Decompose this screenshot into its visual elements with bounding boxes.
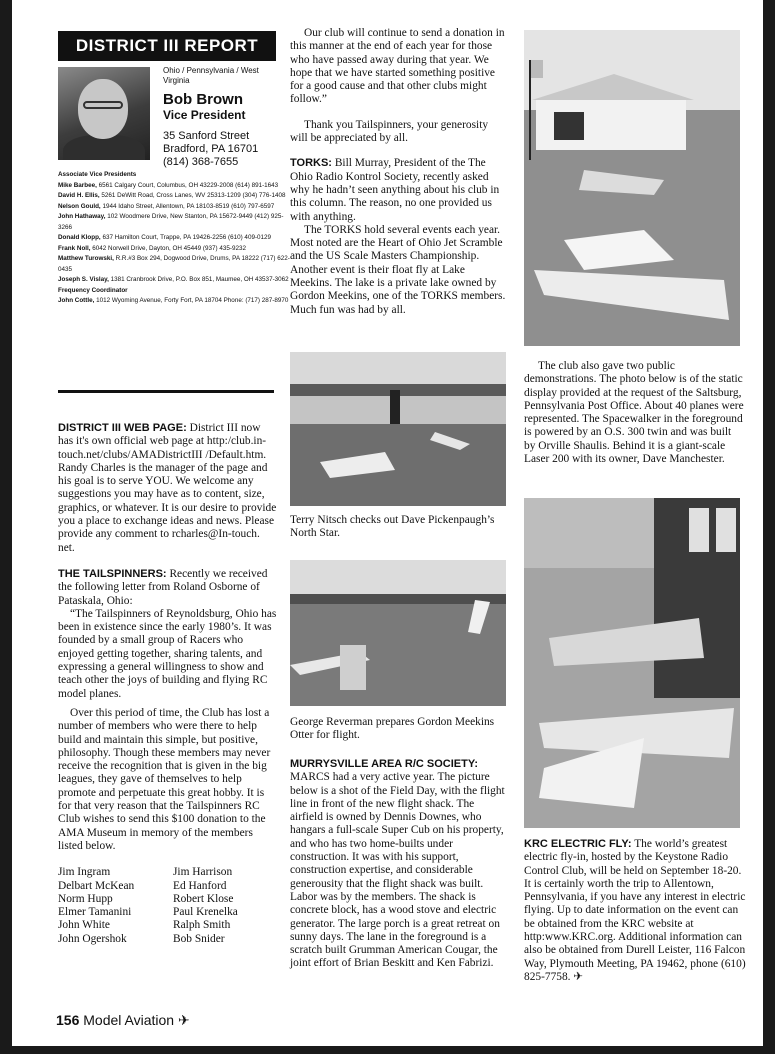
krc-paragraph: KRC ELECTRIC FLY: The world’s greatest electric fly-in, hosted by the Keystone Radio Control Club, will be held on September 18-20. It is certainly worth the trip to Allentown, Pennsylvania, if you have any interest in electric flying. Up to date information on the event can be obtained from the KRC website at http:www.KRC.org. Additional information can also be obtained from Durell Leister, 116 Falcon Way, Plymouth Meeting, PA 19462, phone (610) 825-7758. ✈ [524, 838, 746, 983]
list-item: John Ogershok [58, 932, 127, 945]
magazine-name: Model Aviation [83, 1012, 175, 1028]
list-item: Ed Hanford [173, 879, 227, 892]
photo-static-display [524, 498, 740, 828]
photo-flight-shack [524, 30, 740, 346]
list-item: Matthew Turowski, R.R.#3 Box 294, Dogwood Drive, Drums, PA 18222 (717) 622-0435 [58, 255, 290, 273]
list-item: Ralph Smith [173, 919, 231, 932]
list-item: Delbart McKean [58, 879, 135, 892]
list-item: John White [58, 919, 110, 932]
tailspinners-continued: Our club will continue to send a donation in this manner at the end of each year for those who have passed away during that year. We hope that we have started something positive for a good cause and that other clubs might follow.” [290, 27, 505, 106]
vp-address-line1: 35 Sanford Street [163, 130, 250, 142]
assoc-heading: Associate Vice Presidents [58, 171, 137, 178]
vp-title: Vice President [163, 108, 246, 122]
tailspinners-quote: “The Tailspinners of Reynoldsburg, Ohio has been in existence since the early 1980’s. It was founded by a small group of Racers who enjoyed getting together, sharing talents, and expressing a general willingness to show and teach other the joys of building and flying RC model planes. [58, 607, 277, 700]
vp-portrait-photo [58, 67, 150, 160]
marcs-paragraph: MURRYSVILLE AREA R/C SOCIETY: MARCS had a very active year. The picture below is a shot of the Field Day, with the flight line in front of the new flight shack. The airfield is owned by Dennis Downes, who hangars a full-scale Super Cub on his property, and who has two home-builts under construction. It was with his support, construction expertise, and considerable generousity that the flight shack was built. Labor was by the members. The shack is concrete block, has a wood stove and electric generator. The large porch is a great retreat on sunny days. The lane in the foreground is a scratch built Grumman American Cougar, the joint effort of Brian Beskitt and Ken Fabrizi. [290, 758, 505, 970]
tailspinners-paragraph-2: Over this period of time, the Club has lost a number of members who were there to help build and maintain this simple, but positive, philosophy. Though these members may never receive the recognition that is given in the big leagues, they gave of themselves to help promote and perpetuate this great hobby. It is for that very reason that the Tailspinners RC Club wishes to send this $100 donation to the AMA Museum in memory of the members listed below. [58, 706, 271, 852]
photo-field-otter [290, 560, 506, 706]
photo-caption-2: George Reverman prepares Gordon Meekins Otter for flight. [290, 716, 495, 742]
list-item: Frank Noll, 6042 Norwell Drive, Dayton, OH 45449 (937) 435-9232 [58, 244, 246, 252]
list-item: Mike Barbee, 6561 Calgary Court, Columbus, OH 43229-2008 (614) 891-1643 [58, 181, 279, 189]
list-item: Bob Snider [173, 932, 225, 945]
column-1-text [58, 422, 278, 946]
photo-lake-field [290, 352, 506, 506]
list-item: John Hathaway, 102 Woodmere Drive, New Stanton, PA 15672-9449 (412) 925-3266 [58, 213, 284, 231]
list-item: John Cottle, 1012 Wyoming Avenue, Forty Fort, PA 18704 Phone: (717) 287-8970 [58, 297, 289, 304]
vp-name: Bob Brown [163, 91, 243, 108]
tailspinners-paragraph: THE TAILSPINNERS: Recently we received the following letter from Roland Osborne of Pataskala, Ohio: [58, 567, 268, 607]
list-item: Jim Harrison [173, 866, 233, 879]
list-item: Nelson Gould, 1944 Idaho Street, Allentown, PA 18103-8519 (610) 797-6597 [58, 202, 275, 210]
photo-caption-1: Terry Nitsch checks out Dave Pickenpaugh’s North Star. [290, 514, 495, 540]
magazine-page [12, 0, 763, 1046]
column-2-top-text [290, 27, 506, 317]
member-names-list [58, 866, 278, 946]
vp-phone: (814) 368-7655 [163, 156, 239, 168]
airplane-icon: ✈ [177, 1012, 190, 1028]
vp-contact [163, 66, 283, 169]
torks-paragraph: TORKS: Bill Murray, President of the The Ohio Radio Kontrol Society, recently asked why he hadn’t seen anything about his club in this column. The reason, no one provided us with anything. [290, 157, 500, 223]
list-item: Joseph S. Vislay, 1381 Cranbrook Drive, P.O. Box 851, Maumee, OH 43537-3062 [58, 276, 289, 283]
vp-address-line2: Bradford, PA 16701 [163, 143, 259, 155]
list-item: Robert Klose [173, 892, 234, 905]
web-page-paragraph: DISTRICT III WEB PAGE: District III now has it's own official web page at http:/club.in-touch.net/clubs/AMADistrictIII /Default.htm. Randy Charles is the manager of the page and his goal is to serve YOU. We welcome any suggestions you may have as to content, size, graphics, or whatever. It is our desire to provide you a place to exchange ideas and news. Please provide any comment to rcharles@In-touch. net. [58, 422, 277, 554]
column-3-demo-text: The club also gave two public demonstrations. The photo below is of the static display provided at the request of the Saltsburg, Pennsylvania Post Office. About 40 planes were represented. The Spacewalker in the foreground is powered by an O.S. 300 twin and was built by Orville Shaulis. Behind it is a giant-scale Laser 200 with its owner, Dave Manchester. [524, 360, 744, 466]
section-divider [58, 390, 274, 393]
list-item: Jim Ingram [58, 866, 111, 879]
list-item: Elmer Tamanini [58, 906, 132, 919]
section-header: DISTRICT III REPORT [58, 31, 276, 61]
page-number: 156 [56, 1012, 80, 1028]
associate-vp-list [58, 170, 290, 307]
page-footer [56, 1012, 190, 1029]
freq-heading: Frequency Coordinator [58, 286, 128, 294]
vp-region: Ohio / Pennsylvania / West Virginia [163, 66, 259, 85]
list-item: Paul Krenelka [173, 906, 238, 919]
list-item: Norm Hupp [58, 892, 113, 905]
torks-paragraph-2: The TORKS hold several events each year. Most noted are the Heart of Ohio Jet Scramble and the US Scale Masters Championship. Another event is their float fly at Lake Meekins. The lake is a private lake owned by Gordon Meekins, one of the TORKS members. Much fun was had by all. [290, 223, 506, 316]
thanks-paragraph: Thank you Tailspinners, your generosity will be appreciated by all. [290, 118, 489, 145]
list-item: Donald Klopp, 637 Hamilton Court, Trappe, PA 19426-2256 (610) 409-0129 [58, 234, 272, 241]
list-item: David H. Ellis, 5261 DeWitt Road, Cross Lanes, WV 25313-1209 (304) 776-1408 [58, 192, 286, 199]
